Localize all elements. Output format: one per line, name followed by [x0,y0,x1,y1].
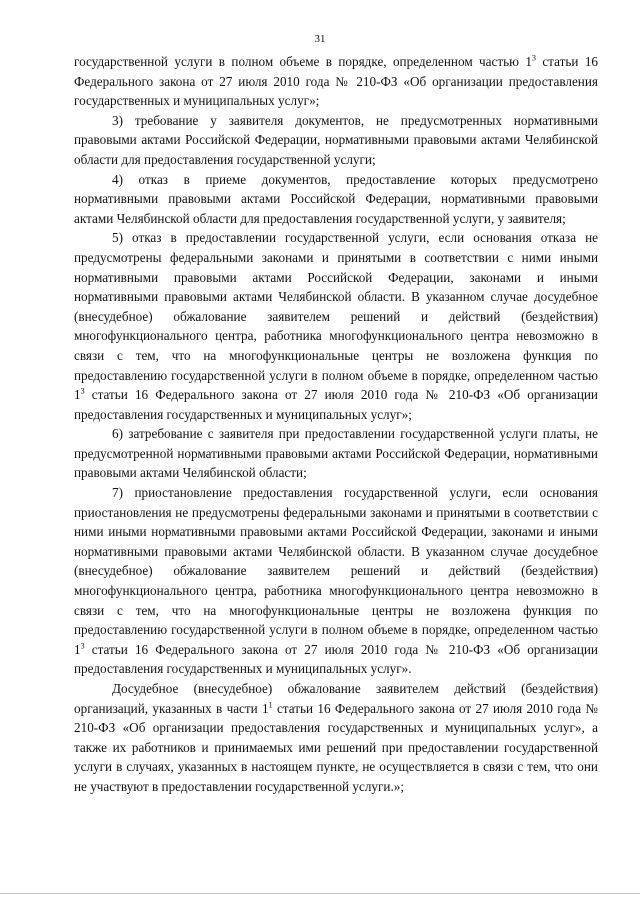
paragraph [74,170,598,229]
paragraph-text: статьи 16 Федерального закона от 27 июля 2010 года № 210-ФЗ «Об организации предоставления государственных и муниципальных услуг»; [74,387,598,422]
paragraph [74,52,598,111]
superscript: 3 [80,386,85,396]
page-number: 31 [314,33,326,45]
paragraph-text: статьи 16 Федерального закона от 27 июля 2010 года № 210-ФЗ «Об организации предоставления государственных и муниципальных услуг». [74,641,598,677]
paragraph-text: статьи 16 Федерального закона от 27 июля 2010 года № 210-ФЗ «Об организации предоставления государственных и муниципальных услуг»; [74,54,599,109]
paragraph-text: 4) отказ в приеме документов, предоставление которых предусмотрено нормативными правовыми актами Российской Федерации, нормативными правовыми актами Челябинской области для предоставления государственной услуги, у заявителя; [74,171,598,226]
paragraph [74,679,598,797]
paragraph-text: государственной услуги в полном объеме в порядке, определенном частью 1 [74,54,532,69]
paragraph [74,111,598,170]
paragraph-text: 6) затребование с заявителя при предоставлении государственной услуги платы, не предусмотренной нормативными правовыми актами Российской Федерации, нормативными правовыми актами Челябинской области; [74,426,598,481]
paragraph [74,228,598,424]
superscript: 1 [268,700,273,710]
paragraph-text: статьи 16 Федерального закона от 27 июля 2010 года № 210-ФЗ «Об организации предоставления государственных и муниципальных услуг», а также их работников и принимаемых ими решений при предоставлении государственной услуги в случаях, указанных в настоящем пункте, не осуществляется в связи с тем, что они не участвуют в предоставлении государственной услуги.»; [74,700,598,794]
paragraph-text: 3) требование у заявителя документов, не предусмотренных нормативными правовыми актами Российской Федерации, нормативными правовыми актами Челябинской области для предоставления государственной услуги; [74,112,598,167]
paragraph-text: Досудебное (внесудебное) обжалование заявителем действий (бездействия) организаций, указанных в части 1 [74,681,598,716]
superscript: 3 [80,641,85,651]
superscript: 3 [531,53,536,63]
paragraph [74,424,598,483]
paragraph-text: 7) приостановление предоставления государственной услуги, если основания приостановления не предусмотрены федеральными законами и принятыми в соответствии с ними иными нормативными правовыми актами Российской Федерации, законами и иными нормативными правовыми актами Челябинской области. В указанном случае досудебное (внесудебное) обжалование заявителем решений и действий (бездействия) многофункционального центра, работника многофункционального центра невозможно в связи с тем, что на многофункциональные центры не возложена функция по предоставлению государственной услуги в полном объеме в порядке, определенном частью 1 [74,485,598,657]
document-body [74,52,598,797]
page-bottom-edge [0,893,640,894]
paragraph [74,483,598,679]
paragraph-text: 5) отказ в предоставлении государственной услуги, если основания отказа не предусмотрены федеральными законами и принятыми в соответствии с ними иными нормативными правовыми актами Российской Федерации, законами и иными нормативными правовыми актами Челябинской области. В указанном случае досудебное (внесудебное) обжалование заявителем решений и действий (бездействия) многофункционального центра, работника многофункционального центра невозможно в связи с тем, что на многофункциональные центры не возложена функция по предоставлению государственной услуги в полном объеме в порядке, определенном частью 1 [74,230,598,403]
